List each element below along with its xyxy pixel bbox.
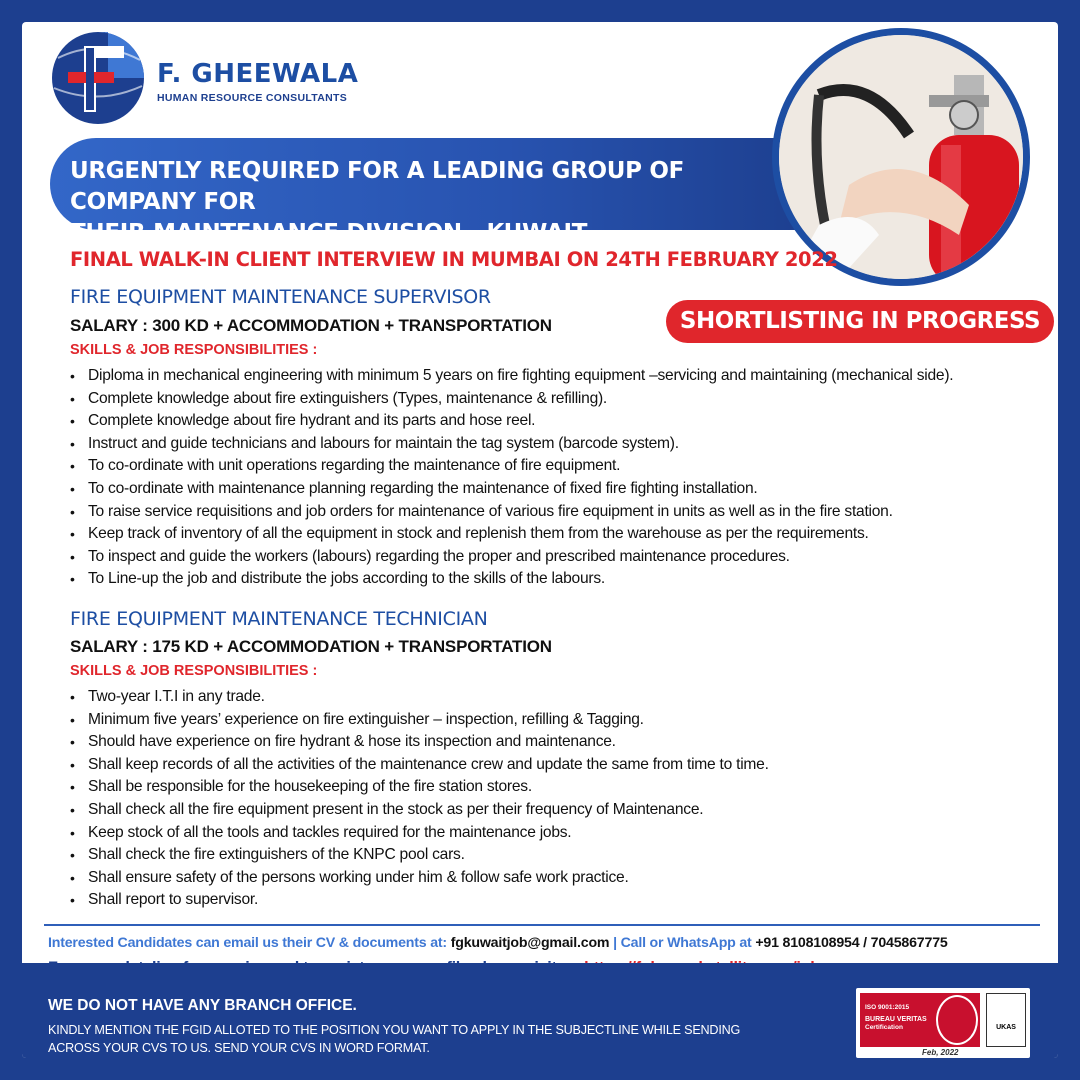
brand-block xyxy=(157,59,358,104)
walkin-interview-notice: FINAL WALK-IN CLIENT INTERVIEW IN MUMBAI ON 24TH FEBRUARY 2022 xyxy=(70,248,838,271)
salary-supervisor: SALARY : 300 KD + ACCOMMODATION + TRANSPORTATION xyxy=(70,316,552,335)
bureau-label: BUREAU VERITAS xyxy=(865,1016,927,1023)
fire-extinguisher-icon xyxy=(779,35,1023,279)
list-item: • Two-year I.T.I in any trade. xyxy=(70,686,769,709)
list-item: • Shall be responsible for the housekeeping of the fire station stores. xyxy=(70,776,769,799)
cert-label: Certification xyxy=(865,1024,903,1031)
list-item: • Shall ensure safety of the persons working under him & follow safe work practice. xyxy=(70,867,769,890)
responsibilities-list-technician xyxy=(70,686,769,912)
skills-label-technician: SKILLS & JOB RESPONSIBILITIES : xyxy=(70,663,318,679)
shortlisting-badge: SHORTLISTING IN PROGRESS xyxy=(666,300,1054,343)
list-item: • To co-ordinate with maintenance planning regarding the maintenance of fixed fire fighting installation. xyxy=(70,478,953,501)
list-item: • To Line-up the job and distribute the jobs according to the skills of the labours. xyxy=(70,568,953,591)
job-advert-card xyxy=(22,22,1058,1058)
job-title-supervisor: FIRE EQUIPMENT MAINTENANCE SUPERVISOR xyxy=(70,286,491,308)
list-item: • Keep stock of all the tools and tackles required for the maintenance jobs. xyxy=(70,822,769,845)
fgheewala-logo-icon xyxy=(48,28,148,128)
list-item: • Minimum five years’ experience on fire extinguisher – inspection, refilling & Tagging. xyxy=(70,709,769,732)
list-item: • Keep track of inventory of all the equipment in stock and replenish them from the warehouse as per the requirements. xyxy=(70,523,953,546)
certification-block xyxy=(856,988,1030,1058)
list-item: • To co-ordinate with unit operations regarding the maintenance of fire equipment. xyxy=(70,455,953,478)
contact-line xyxy=(48,935,948,951)
list-item: • To inspect and guide the workers (labours) regarding the proper and prescribed maintenance procedures. xyxy=(70,546,953,569)
list-item: • Instruct and guide technicians and labours for maintain the tag system (barcode system). xyxy=(70,433,953,456)
list-item: • Shall report to supervisor. xyxy=(70,889,769,912)
list-item: • Shall keep records of all the activities of the maintenance crew and update the same from time to time. xyxy=(70,754,769,777)
list-item: • Diploma in mechanical engineering with minimum 5 years on fire fighting equipment –servicing and maintaining (mechanical side). xyxy=(70,365,953,388)
footer-heading: WE DO NOT HAVE ANY BRANCH OFFICE. xyxy=(48,997,357,1014)
list-item: • Shall check all the fire equipment present in the stock as per their frequency of Maintenance. xyxy=(70,799,769,822)
ukas-label: UKAS xyxy=(996,1024,1016,1031)
email-prefix: Interested Candidates can email us their CV & documents at: xyxy=(48,935,447,951)
responsibilities-list-supervisor xyxy=(70,365,953,591)
bureau-veritas-seal-icon xyxy=(936,995,978,1045)
headline-banner xyxy=(50,138,810,246)
brand-name: F. GHEEWALA xyxy=(157,59,359,89)
ukas-badge xyxy=(986,993,1026,1047)
footer-note: KINDLY MENTION THE FGID ALLOTED TO THE POSITION YOU WANT TO APPLY IN THE SUBJECTLINE WHILE SENDING ACROSS YOUR CVS TO US. SEND YOUR CVS IN WORD FORMAT. xyxy=(48,1023,741,1055)
iso-label: ISO 9001:2015 xyxy=(865,1004,910,1011)
salary-technician: SALARY : 175 KD + ACCOMMODATION + TRANSPORTATION xyxy=(70,637,552,656)
brand-subtitle: HUMAN RESOURCE CONSULTANTS xyxy=(157,92,347,104)
email-link[interactable]: fgkuwaitjob@gmail.com xyxy=(450,935,610,951)
list-item: • Complete knowledge about fire hydrant and its parts and hose reel. xyxy=(70,410,953,433)
banner-line-1: URGENTLY REQUIRED FOR A LEADING GROUP OF COMPANY FOR xyxy=(70,158,685,215)
list-item: • Shall check the fire extinguishers of the KNPC pool cars. xyxy=(70,844,769,867)
phone-prefix: | Call or WhatsApp at xyxy=(613,935,752,951)
list-item: • To raise service requisitions and job orders for maintenance of various fire equipment in units as well as in the fire station. xyxy=(70,501,953,524)
cert-date: Feb, 2022 xyxy=(922,1048,959,1057)
list-item: • Should have experience on fire hydrant & hose its inspection and maintenance. xyxy=(70,731,769,754)
list-item: • Complete knowledge about fire extinguishers (Types, maintenance & refilling). xyxy=(70,388,953,411)
banner-line-2: THEIR MAINTENANCE DIVISION - KUWAIT xyxy=(70,220,588,246)
job-title-technician: FIRE EQUIPMENT MAINTENANCE TECHNICIAN xyxy=(70,608,488,630)
phone-number[interactable]: +91 8108108954 / 7045867775 xyxy=(755,935,948,951)
skills-label-supervisor: SKILLS & JOB RESPONSIBILITIES : xyxy=(70,342,318,358)
divider xyxy=(44,924,1040,926)
